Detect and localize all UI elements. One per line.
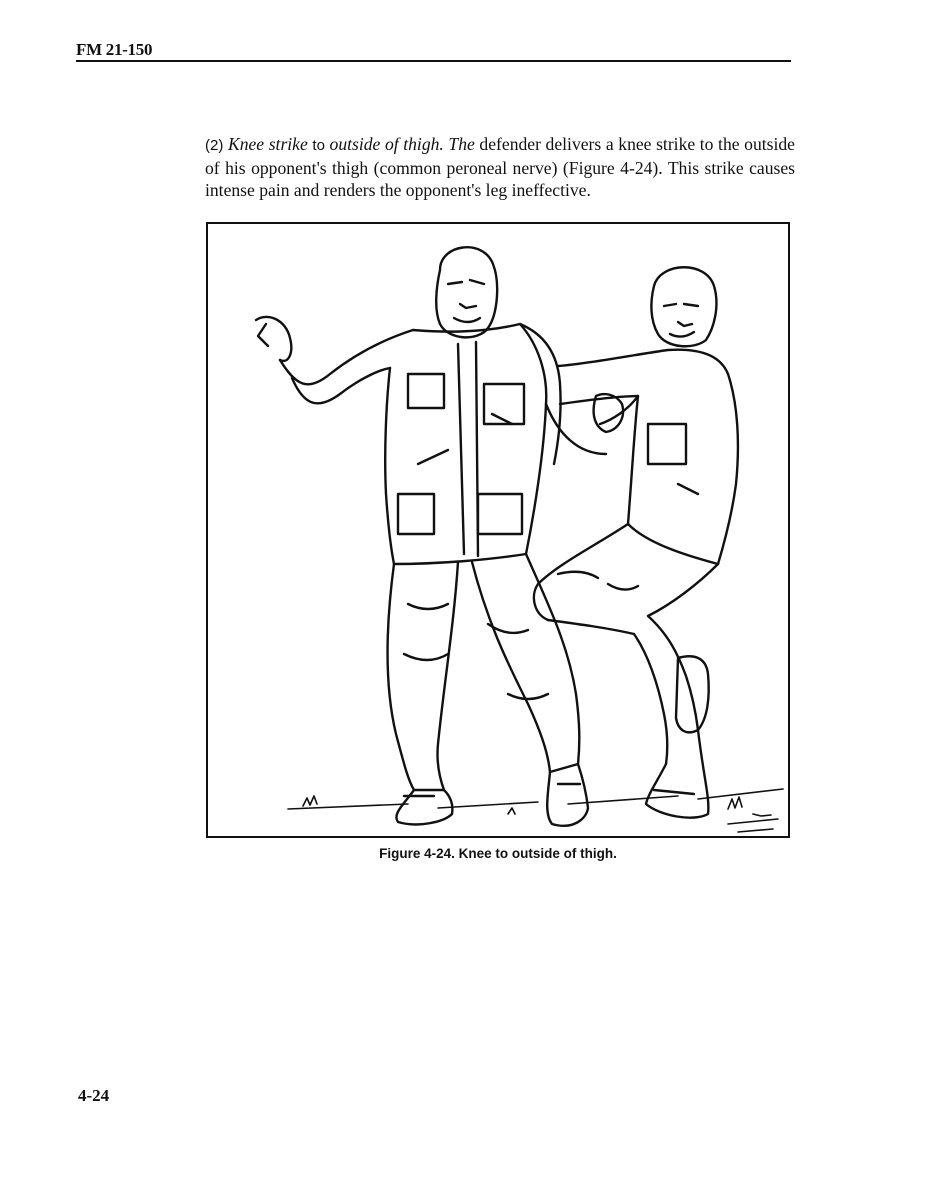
page-header (76, 40, 791, 64)
figure-caption: Figure 4-24. Knee to outside of thigh. (379, 846, 617, 861)
technique-term: Knee strike (227, 134, 308, 154)
opponent-figure (256, 247, 606, 826)
defender-figure (534, 267, 738, 817)
figure-frame (206, 222, 790, 838)
page-number: 4-24 (78, 1086, 110, 1105)
header-rule (76, 60, 791, 62)
connector-word: to (312, 137, 325, 154)
paragraph-number: (2) (205, 137, 224, 154)
body-paragraph (205, 133, 795, 201)
paragraph-text: defender delivers a knee strike to the outside of his opponent's thigh (common peroneal nerve) (Figure 4-24). This strike causes intense pain and renders the opponent's leg ineffective. (205, 134, 795, 200)
sentence-lead: The (448, 134, 475, 154)
figure-illustration (208, 224, 788, 836)
manual-number: FM 21-150 (76, 40, 153, 59)
strike-target: outside of thigh. (329, 134, 444, 154)
